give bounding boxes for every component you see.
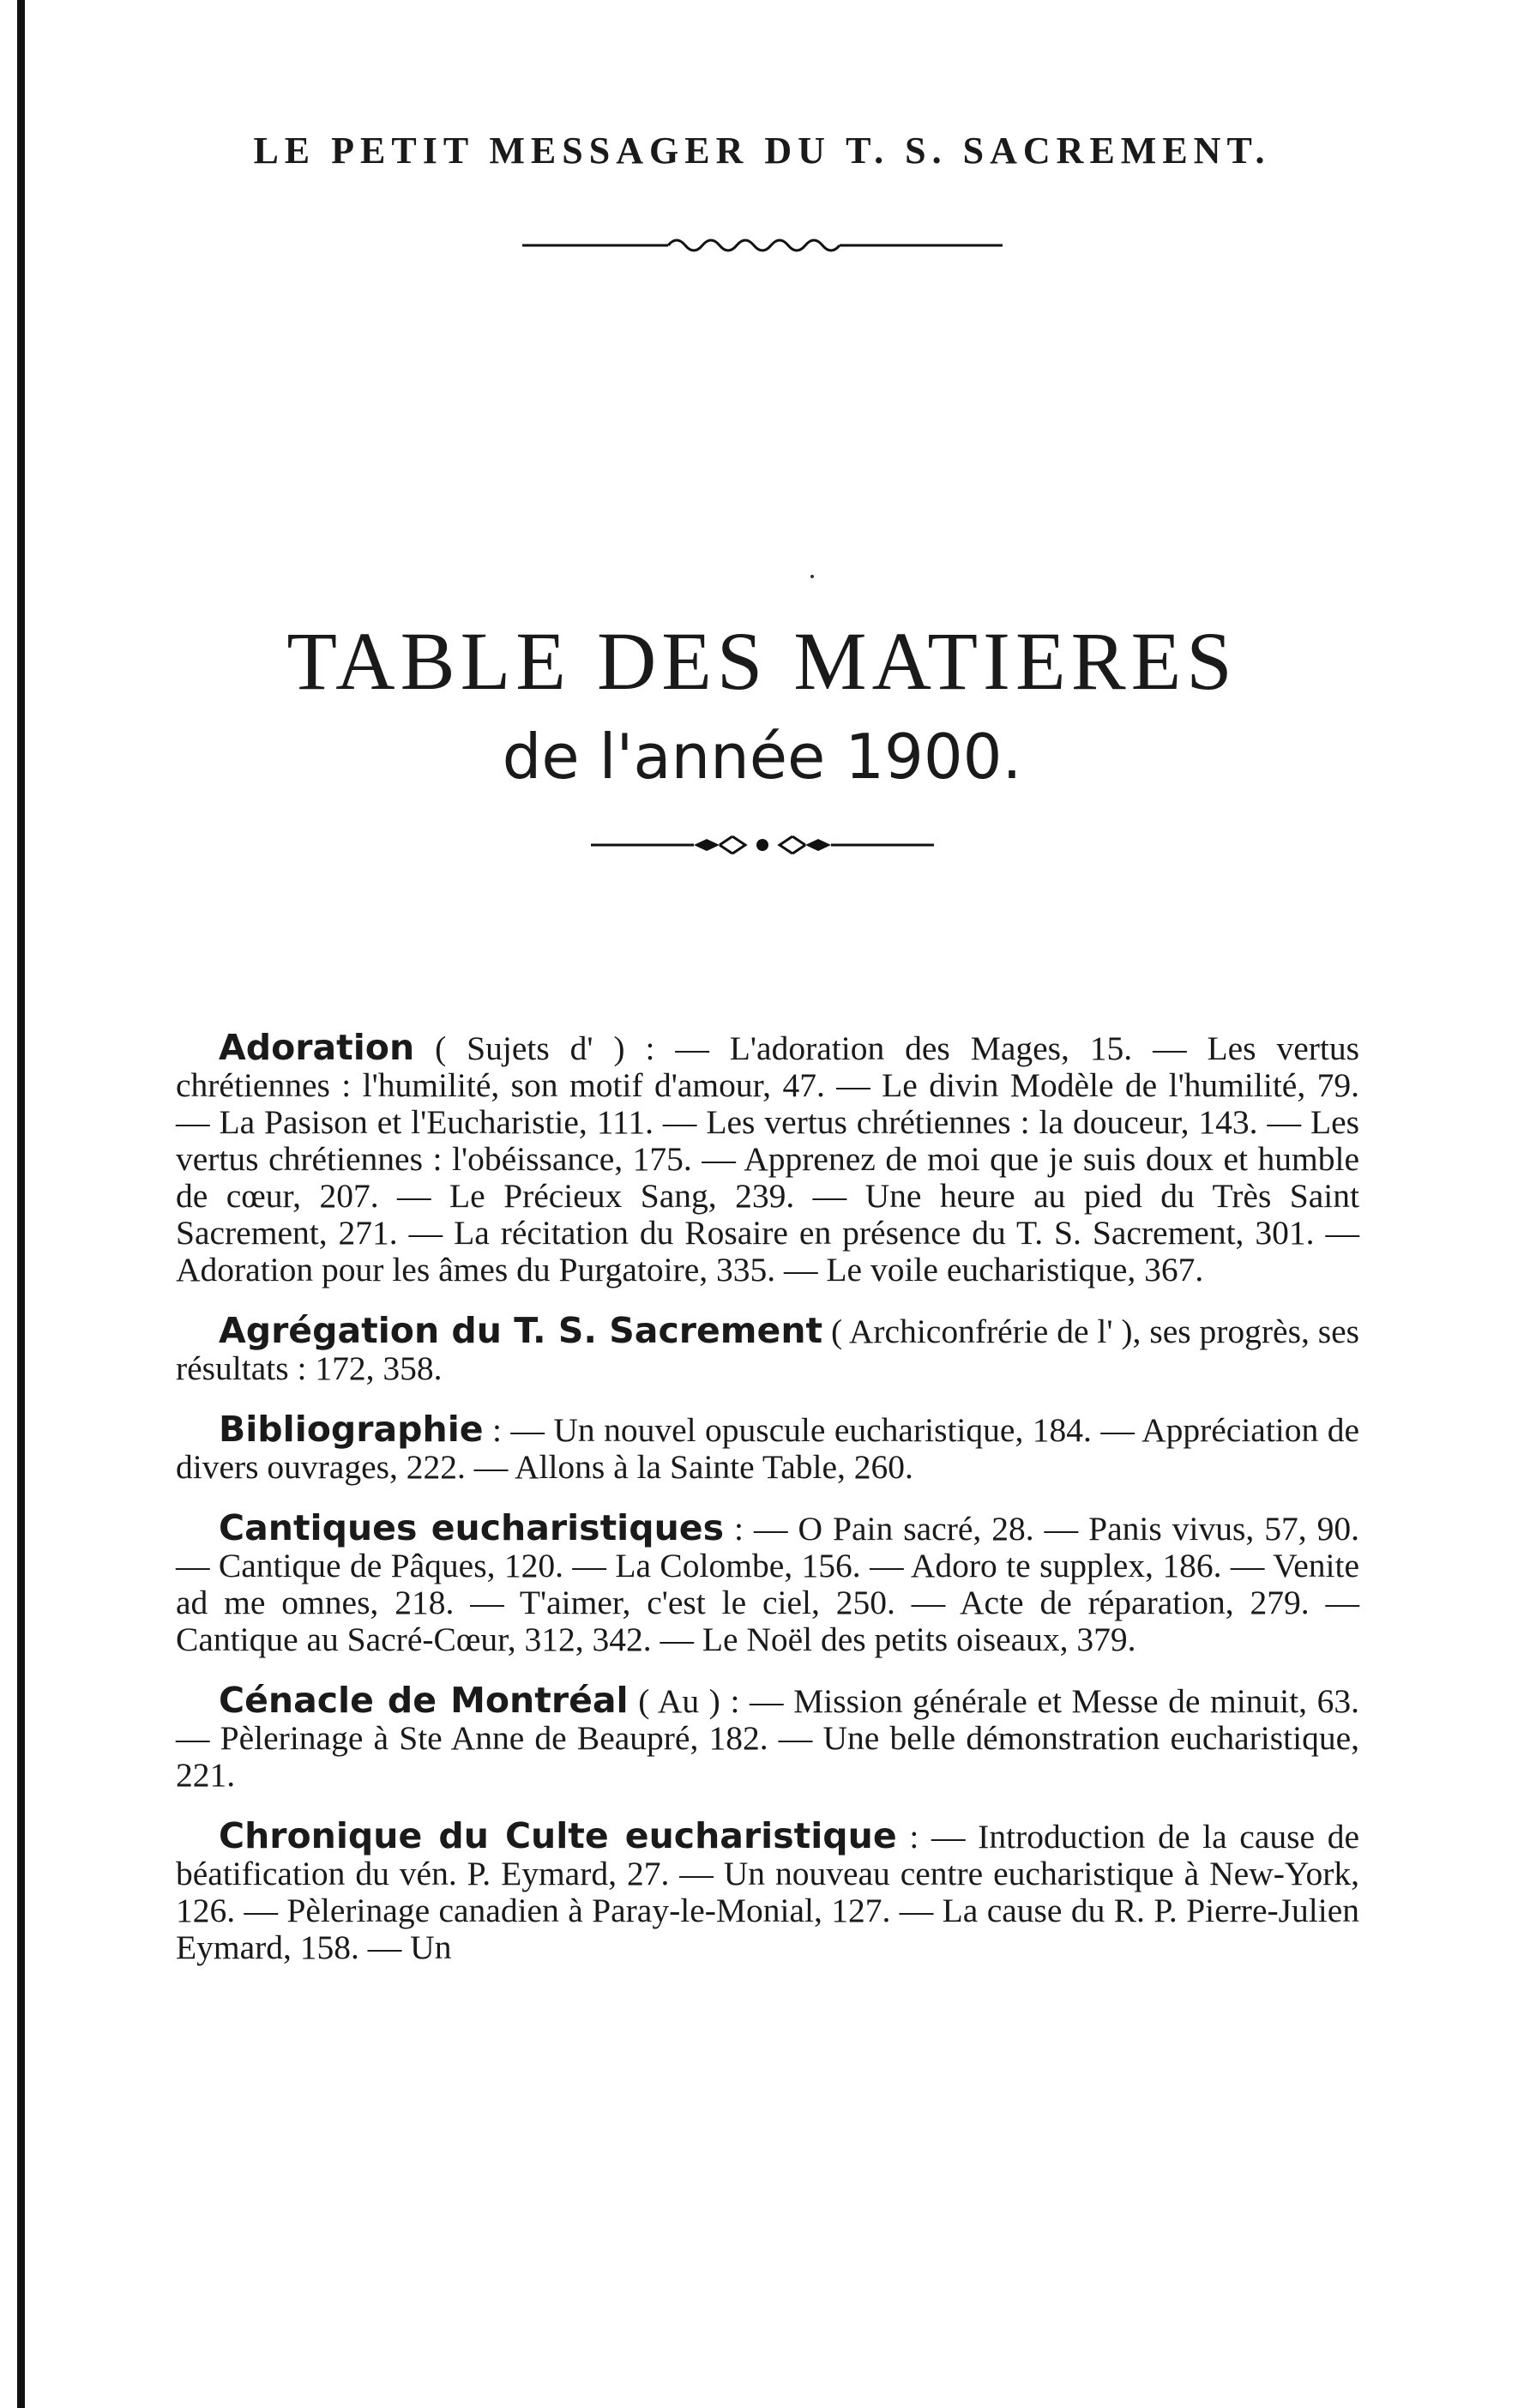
entry-heading: Cantiques eucharistiques [219,1507,724,1548]
fleuron-divider-icon [591,832,934,858]
index-entry-adoration [176,1029,1359,1288]
entry-text: ( Sujets d' ) : — L'adoration des Mages, 15. — Les vertus chrétiennes : l'humilité, son motif d'amour, 47. — Le divin Modèle de l'humilité, 79. — La Pasison et l'Eucharistie, 111. — Les vertus chrétiennes : la douceur, 143. — Les vertus chrétiennes : l'obéissance, 175. — Apprenez de moi que je suis doux et humble de cœur, 207. — Le Précieux Sang, 239. — Une heure au pied du Très Saint Sacrement, 271. — La récitation du Rosaire en présence du T. S. Sacrement, 301. — Adoration pour les âmes du Purgatoire, 335. — Le voile eucharistique, 367. [176,1029,1359,1288]
entry-heading: Chronique du Culte eucharistique [219,1815,897,1856]
index-entries [176,1029,1359,1990]
entry-text: ( Archiconfrérie de l' ), ses progrès, ses résultats : 172, 358. [176,1313,1359,1387]
index-entry-cenacle [176,1682,1359,1794]
page-title: TABLE DES MATIERES [286,615,1238,707]
index-entry-chronique [176,1815,1359,1966]
ornamental-rule-top [0,233,1524,258]
entry-heading: Agrégation du T. S. Sacrement [219,1310,823,1351]
entry-heading: Bibliographie [219,1409,484,1450]
entry-text: : — O Pain sacré, 28. — Panis vivus, 57, 90. — Cantique de Pâques, 120. — La Colombe, 156. — Adoro te supplex, 186. — Venite ad me omnes, 218. — T'aimer, c'est le ciel, 250. — Acte de réparation, 279. — Cantique au Sacré-Cœur, 312, 342. — Le Noël des petits oiseaux, 379. [176,1510,1359,1658]
entry-text: ( Au ) : — Mission générale et Messe de minuit, 63. — Pèlerinage à Ste Anne de Beaupré, 182. — Une belle démonstration eucharistique, 221. [176,1682,1359,1794]
index-entry-cantiques [176,1507,1359,1658]
ornamental-rule-middle [0,832,1524,862]
running-head: LE PETIT MESSAGER DU T. S. SACREMENT. [253,130,1271,172]
index-entry-agregation [176,1310,1359,1387]
print-speck [810,575,814,578]
swash-ornament-icon [522,233,1003,254]
entry-text: : — Introduction de la cause de béatification du vén. P. Eymard, 27. — Un nouveau centre eucharistique à New-York, 126. — Pèlerinage canadien à Paray-le-Monial, 127. — La cause du R. P. Pierre-Julien Eymard, 158. — Un [176,1818,1359,1966]
page-subtitle: de l'année 1900. [502,721,1022,793]
entry-text: : — Un nouvel opuscule eucharistique, 184. — Appréciation de divers ouvrages, 222. — Allons à la Sainte Table, 260. [176,1411,1359,1486]
entry-heading: Adoration [219,1027,415,1068]
entry-heading: Cénacle de Montréal [219,1680,629,1721]
page-edge-line [17,0,25,2408]
index-entry-bibliographie [176,1411,1359,1486]
